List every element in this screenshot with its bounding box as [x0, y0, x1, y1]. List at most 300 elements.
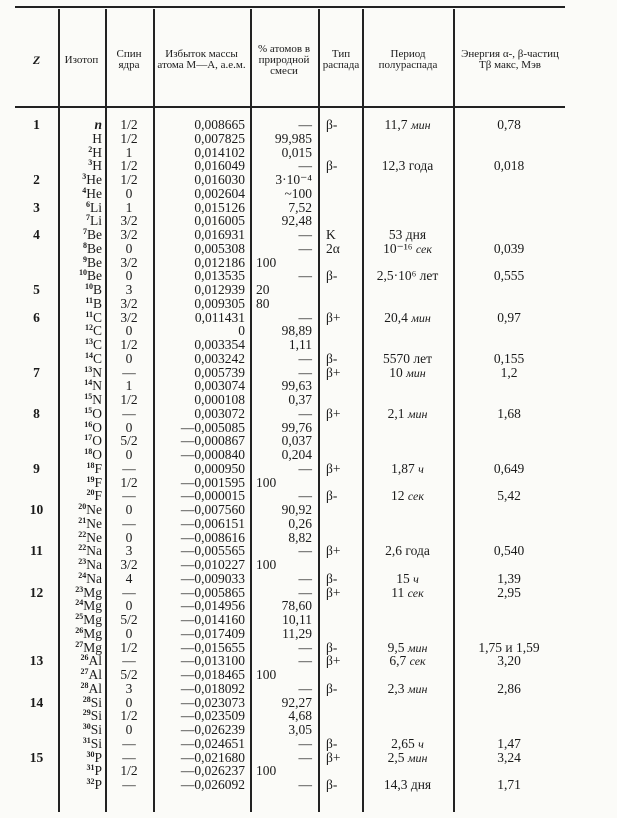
element-symbol: O [92, 405, 102, 421]
atomic-number: 10 [29, 502, 44, 517]
half-life-value: 1,87 [391, 460, 415, 476]
nuclear-spin: 3/2 [120, 227, 138, 242]
decay-type: β- [326, 488, 338, 504]
atomic-number: 11 [30, 543, 43, 559]
half-life [362, 462, 453, 476]
element-symbol: Al [88, 667, 102, 682]
mass-excess: —0,015655 [180, 639, 245, 655]
mass-excess: 0,015126 [194, 199, 245, 215]
nuclear-spin: 1/2 [120, 639, 138, 655]
natural-abundance: 78,60 [281, 598, 312, 614]
decay-type: β- [326, 158, 338, 174]
natural-abundance: 4,68 [288, 708, 312, 724]
mass-number: 18 [84, 447, 93, 456]
natural-abundance: — [298, 117, 312, 132]
decay-type: β- [326, 639, 338, 655]
natural-abundance: 92,27 [281, 694, 312, 710]
nuclear-spin: 0 [125, 185, 133, 201]
half-life-value: 9,5 [387, 639, 405, 655]
natural-abundance: — [298, 227, 312, 242]
nuclear-spin: 0 [125, 598, 133, 614]
mass-excess: 0,012939 [194, 282, 245, 297]
mass-number: 14 [84, 350, 93, 360]
particle-energy: 1,2 [500, 364, 518, 380]
mass-number: 11 [85, 309, 93, 319]
header-energy: Энергия α-, β-частиц Tβ макс, Мэв [461, 48, 559, 71]
decay-type: β+ [326, 653, 341, 669]
half-life [362, 118, 453, 132]
natural-abundance: 10,11 [282, 612, 312, 627]
particle-energy: 1,75 и 1,59 [478, 639, 540, 655]
element-symbol: Mg [83, 584, 102, 600]
half-life-unit: ч [418, 736, 424, 751]
nuclear-spin: — [122, 488, 136, 504]
half-life-value: 10 [389, 364, 403, 380]
half-life-value: 20,4 [384, 309, 408, 325]
mass-number: 2 [88, 144, 93, 154]
isotope-cell [58, 778, 102, 792]
half-life-unit: дня [410, 777, 432, 792]
element-symbol: Ne [86, 502, 102, 517]
half-life-value: 2,5 [387, 749, 405, 765]
natural-abundance: 3,05 [288, 722, 312, 737]
half-life-unit: мин [406, 365, 426, 380]
decay-type: β+ [326, 543, 341, 559]
mass-excess: —0,006151 [180, 515, 245, 531]
decay-type: K [326, 227, 336, 242]
mass-excess: 0,014102 [194, 144, 245, 160]
mass-number: 30 [86, 749, 95, 759]
element-symbol: He [86, 185, 102, 201]
half-life-unit: мин [407, 406, 428, 421]
mass-excess: —0,026092 [180, 777, 245, 792]
atomic-number: 1 [33, 117, 40, 132]
nuclear-spin: 1/2 [120, 337, 138, 352]
atomic-number: 2 [33, 172, 40, 187]
natural-abundance: 98,89 [281, 323, 312, 339]
nuclear-spin: 3 [125, 543, 133, 559]
element-symbol: B [92, 282, 102, 297]
element-symbol: Al [88, 653, 102, 669]
natural-abundance: 20 [256, 282, 270, 297]
element-symbol: Be [87, 240, 102, 256]
mass-excess: 0,013535 [194, 268, 245, 284]
mass-number: 23 [78, 557, 87, 566]
element-symbol: Si [90, 722, 102, 737]
mass-excess: 0,005739 [194, 364, 245, 380]
element-symbol: Al [88, 680, 102, 696]
mass-excess: 0,002604 [194, 185, 245, 201]
decay-type: β- [326, 735, 338, 751]
natural-abundance: — [298, 460, 312, 476]
mass-excess: —0,005085 [180, 419, 245, 435]
half-life [362, 269, 453, 283]
half-life [362, 682, 453, 696]
natural-abundance: — [298, 488, 312, 504]
element-symbol: C [92, 309, 102, 325]
nuclear-spin: 1/2 [120, 763, 138, 779]
decay-type: β+ [326, 460, 341, 476]
element-symbol: Mg [83, 639, 102, 655]
table-row [0, 778, 617, 792]
particle-energy: 5,42 [497, 488, 521, 504]
natural-abundance: — [298, 309, 312, 325]
mass-excess: —0,008616 [180, 529, 245, 545]
particle-energy: 1,68 [497, 405, 521, 421]
nuclear-spin: 0 [125, 240, 133, 256]
natural-abundance: — [298, 405, 312, 421]
mass-excess: —0,007560 [180, 502, 245, 517]
natural-abundance: 100 [256, 254, 277, 270]
atomic-number: 8 [33, 405, 40, 421]
half-life-unit: сек [407, 585, 424, 600]
half-life-value: 10⁻¹⁶ [383, 240, 413, 256]
element-symbol: H [92, 130, 102, 146]
atomic-number: 3 [33, 199, 40, 215]
mass-excess: —0,014160 [180, 612, 245, 627]
natural-abundance: — [298, 735, 312, 751]
mass-number: 18 [86, 460, 95, 470]
mass-number: 14 [84, 378, 93, 388]
mass-number: 15 [84, 392, 93, 401]
mass-number: 20 [78, 502, 87, 511]
nuclear-spin: 0 [125, 268, 133, 284]
nuclear-spin: 1 [125, 144, 133, 160]
natural-abundance: — [298, 543, 312, 559]
mass-excess: —0,009033 [180, 570, 245, 586]
mass-number: 9 [83, 254, 87, 264]
particle-energy: 1,71 [497, 777, 521, 792]
decay-type: β- [326, 777, 338, 792]
natural-abundance: 100 [256, 667, 277, 682]
half-life-value: 53 [388, 227, 403, 242]
nuclear-spin: — [122, 653, 136, 669]
mass-excess: —0,014956 [180, 598, 245, 614]
header-decay-type: Тип распада [322, 48, 360, 71]
particle-energy: 0,78 [497, 117, 521, 132]
mass-number: 8 [83, 240, 87, 250]
mass-excess: —0,000840 [180, 447, 245, 462]
nuclear-spin: 0 [125, 350, 133, 366]
element-symbol: He [86, 172, 102, 187]
mass-number: 3 [88, 158, 93, 168]
decay-type: β+ [326, 405, 341, 421]
nuclear-spin: 1/2 [120, 392, 138, 407]
mass-excess: 0 [238, 323, 245, 339]
atomic-number: 5 [33, 282, 40, 297]
mass-excess: 0,012186 [194, 254, 245, 270]
mass-number: 30 [82, 722, 91, 731]
half-life-unit: лет [419, 268, 439, 284]
half-life-value: 12,3 [381, 158, 406, 174]
half-life [362, 242, 453, 256]
element-symbol: Mg [83, 598, 102, 614]
mass-number: 7 [86, 213, 90, 223]
element-symbol: C [92, 350, 102, 366]
element-symbol: N [92, 378, 102, 394]
mass-number: 7 [83, 227, 87, 236]
particle-energy: 2,95 [497, 584, 521, 600]
element-symbol: Li [90, 213, 102, 229]
element-symbol: F [94, 474, 102, 490]
half-life-value: 2,1 [387, 405, 405, 421]
mass-excess: —0,001595 [180, 474, 245, 490]
nuclear-spin: 3/2 [120, 295, 138, 311]
nuclear-spin: 0 [125, 502, 133, 517]
nuclear-spin: 1/2 [120, 474, 138, 490]
atomic-number: 13 [29, 653, 44, 669]
natural-abundance: 99,76 [281, 419, 312, 435]
mass-excess: —0,024651 [180, 735, 245, 751]
half-life [362, 489, 453, 503]
header-half-life: Период полураспада [378, 48, 438, 71]
half-life [362, 407, 453, 421]
mass-excess: —0,026239 [180, 722, 245, 737]
mass-number: 19 [86, 474, 95, 484]
mass-excess: —0,023509 [180, 708, 245, 724]
nuclear-spin: — [122, 405, 136, 421]
natural-abundance: 1,11 [288, 337, 312, 352]
mass-number: 31 [82, 735, 91, 745]
atomic-number: 9 [33, 460, 40, 476]
particle-energy: 0,97 [497, 309, 521, 325]
mass-number: 24 [75, 598, 84, 608]
decay-type: β- [326, 680, 338, 696]
mass-number: 21 [78, 515, 87, 525]
natural-abundance: — [298, 749, 312, 765]
natural-abundance: — [298, 777, 312, 792]
nuclear-spin: 5/2 [120, 667, 138, 682]
mass-number: 27 [75, 639, 84, 649]
nuclear-spin: 3/2 [120, 254, 138, 270]
nuclear-spin: 3/2 [120, 557, 138, 572]
half-life-unit: мин [411, 310, 431, 325]
natural-abundance: — [298, 680, 312, 696]
mass-excess: 0,005308 [194, 240, 245, 256]
mass-number: 28 [80, 680, 89, 690]
nuclear-spin: — [122, 777, 136, 792]
half-life [362, 572, 453, 586]
nuclear-spin: 0 [125, 694, 133, 710]
half-life [362, 544, 453, 558]
mass-excess: —0,018465 [180, 667, 245, 682]
particle-energy: 0,039 [493, 240, 525, 256]
half-life-value: 2,5·10⁶ [376, 268, 417, 284]
natural-abundance: 0,015 [281, 144, 312, 160]
nuclear-spin: 0 [125, 419, 133, 435]
mass-excess: —0,026237 [180, 763, 245, 779]
element-symbol: Si [90, 694, 102, 710]
element-symbol: Mg [83, 625, 102, 641]
mass-excess: —0,000867 [180, 433, 245, 449]
particle-energy: 3,24 [497, 749, 521, 765]
half-life-unit: мин [407, 681, 428, 696]
mass-excess: 0,016049 [194, 158, 245, 174]
header-mass-excess: Избыток массы атома M—A, а.е.м. [157, 48, 246, 71]
natural-abundance: — [298, 240, 312, 256]
mass-number: 26 [75, 625, 84, 635]
half-life [362, 737, 453, 751]
element-symbol: Si [90, 735, 102, 751]
natural-abundance: 99,63 [281, 378, 312, 394]
natural-abundance: — [298, 268, 312, 284]
half-life [362, 159, 453, 173]
element-symbol: F [94, 460, 102, 476]
mass-number: 12 [84, 323, 93, 333]
natural-abundance: 80 [256, 295, 270, 311]
nuclear-spin: 1/2 [120, 158, 138, 174]
mass-number: 16 [84, 419, 93, 429]
nuclear-spin: 3 [125, 282, 133, 297]
natural-abundance: 8,82 [288, 529, 312, 545]
element-symbol: Li [90, 199, 102, 215]
half-life-unit: сек [409, 654, 426, 669]
element-symbol: O [92, 419, 102, 435]
element-symbol: Ne [86, 529, 102, 545]
half-life-unit: лет [413, 350, 432, 366]
half-life-unit: сек [407, 489, 424, 504]
nuclear-spin: 0 [125, 323, 133, 339]
mass-excess: —0,023073 [180, 694, 245, 710]
half-life-value: 14,3 [383, 777, 408, 792]
decay-type: 2α [326, 240, 340, 256]
half-life-value: 11 [391, 584, 405, 600]
natural-abundance: 92,48 [281, 213, 312, 229]
natural-abundance: 0,037 [281, 433, 312, 449]
header-isotope: Изотоп [64, 53, 99, 66]
mass-excess: 0,016005 [194, 213, 245, 229]
natural-abundance: 100 [256, 763, 277, 779]
particle-energy: 0,649 [493, 460, 525, 476]
natural-abundance: — [298, 350, 312, 366]
natural-abundance: 0,37 [288, 392, 312, 407]
nuclear-spin: 5/2 [120, 433, 138, 449]
particle-energy: 0,540 [493, 543, 525, 559]
nuclear-spin: 1 [125, 378, 133, 394]
mass-excess: 0,016931 [194, 227, 245, 242]
half-life-value: 5570 [382, 350, 410, 366]
half-life-unit: сек [415, 241, 432, 256]
mass-number: 28 [82, 694, 91, 704]
natural-abundance: — [298, 158, 312, 174]
decay-type: β+ [326, 309, 341, 325]
header-rule [15, 106, 565, 108]
nuclear-spin: — [122, 735, 136, 751]
nuclear-spin: 3/2 [120, 213, 138, 229]
element-symbol: Mg [83, 612, 102, 627]
mass-number: 13 [84, 364, 93, 374]
mass-excess: 0,003242 [194, 350, 245, 366]
mass-excess: 0,009305 [194, 295, 245, 311]
half-life-value: 11,7 [384, 117, 408, 132]
half-life-value: 2,3 [387, 680, 405, 696]
half-life-unit: мин [410, 118, 431, 132]
mass-excess: 0,003074 [194, 378, 245, 394]
decay-type: β+ [326, 364, 341, 380]
mass-number: 4 [82, 185, 87, 195]
half-life-unit: мин [407, 640, 428, 655]
element-symbol: Si [90, 708, 102, 724]
element-symbol: Na [86, 543, 102, 559]
nuclear-spin: 1/2 [120, 172, 138, 187]
mass-number: 22 [78, 543, 87, 553]
mass-excess: —0,000015 [180, 488, 245, 504]
natural-abundance: — [298, 653, 312, 669]
mass-number: 10 [84, 282, 93, 291]
element-symbol: Be [87, 227, 102, 242]
element-symbol: H [92, 144, 102, 160]
half-life [362, 654, 453, 668]
mass-number: 26 [80, 653, 89, 663]
nuclear-spin: 0 [125, 447, 133, 462]
mass-excess: —0,010227 [180, 557, 245, 572]
half-life [362, 311, 453, 325]
element-symbol: Be [87, 254, 102, 270]
element-symbol: P [94, 777, 102, 792]
element-symbol: O [92, 447, 102, 462]
mass-number: 15 [84, 405, 93, 415]
half-life-value: 12 [391, 488, 405, 504]
nuclear-spin: 4 [125, 570, 133, 586]
nuclear-spin: 1/2 [120, 117, 138, 132]
mass-number: 32 [86, 777, 95, 786]
natural-abundance: 11,29 [282, 625, 312, 641]
natural-abundance: 99,985 [274, 130, 312, 146]
mass-excess: 0,003354 [194, 337, 245, 352]
half-life [362, 586, 453, 600]
nuclear-spin: — [122, 584, 136, 600]
mass-excess: 0,007825 [194, 130, 245, 146]
particle-energy: 3,20 [497, 653, 521, 669]
decay-type: β- [326, 350, 338, 366]
element-symbol: P [94, 763, 102, 779]
decay-type: β+ [326, 584, 341, 600]
mass-number: 10 [79, 268, 87, 278]
natural-abundance: ~100 [284, 185, 312, 201]
mass-number: 11 [85, 295, 93, 305]
nuclear-spin: 0 [125, 625, 133, 641]
mass-number: 20 [86, 488, 95, 498]
element-symbol: Be [87, 268, 102, 284]
nuclear-spin: — [122, 515, 136, 531]
half-life-unit: ч [418, 461, 424, 476]
mass-number: 3 [82, 172, 87, 181]
decay-type: β+ [326, 749, 341, 765]
element-symbol: Na [86, 557, 102, 572]
nuclear-spin: 3 [125, 680, 133, 696]
natural-abundance: 100 [256, 474, 277, 490]
atomic-number: 7 [33, 364, 40, 380]
half-life [362, 751, 453, 765]
element-symbol: O [92, 433, 102, 449]
mass-excess: 0,008665 [194, 117, 245, 132]
element-symbol: N [92, 392, 102, 407]
half-life-unit: года [405, 543, 430, 559]
mass-number: 23 [75, 584, 84, 594]
particle-energy: 0,155 [493, 350, 525, 366]
top-rule [15, 6, 565, 8]
particle-energy: 1,47 [497, 735, 521, 751]
mass-excess: 0,011431 [194, 309, 245, 325]
mass-excess: 0,003072 [194, 405, 245, 421]
particle-energy: 0,555 [493, 268, 525, 284]
natural-abundance: 0,204 [281, 447, 312, 462]
natural-abundance: 3·10⁻⁴ [275, 172, 312, 187]
mass-excess: 0,000950 [194, 460, 245, 476]
element-symbol: F [94, 488, 102, 504]
half-life [362, 352, 453, 366]
mass-number: 31 [86, 763, 95, 773]
